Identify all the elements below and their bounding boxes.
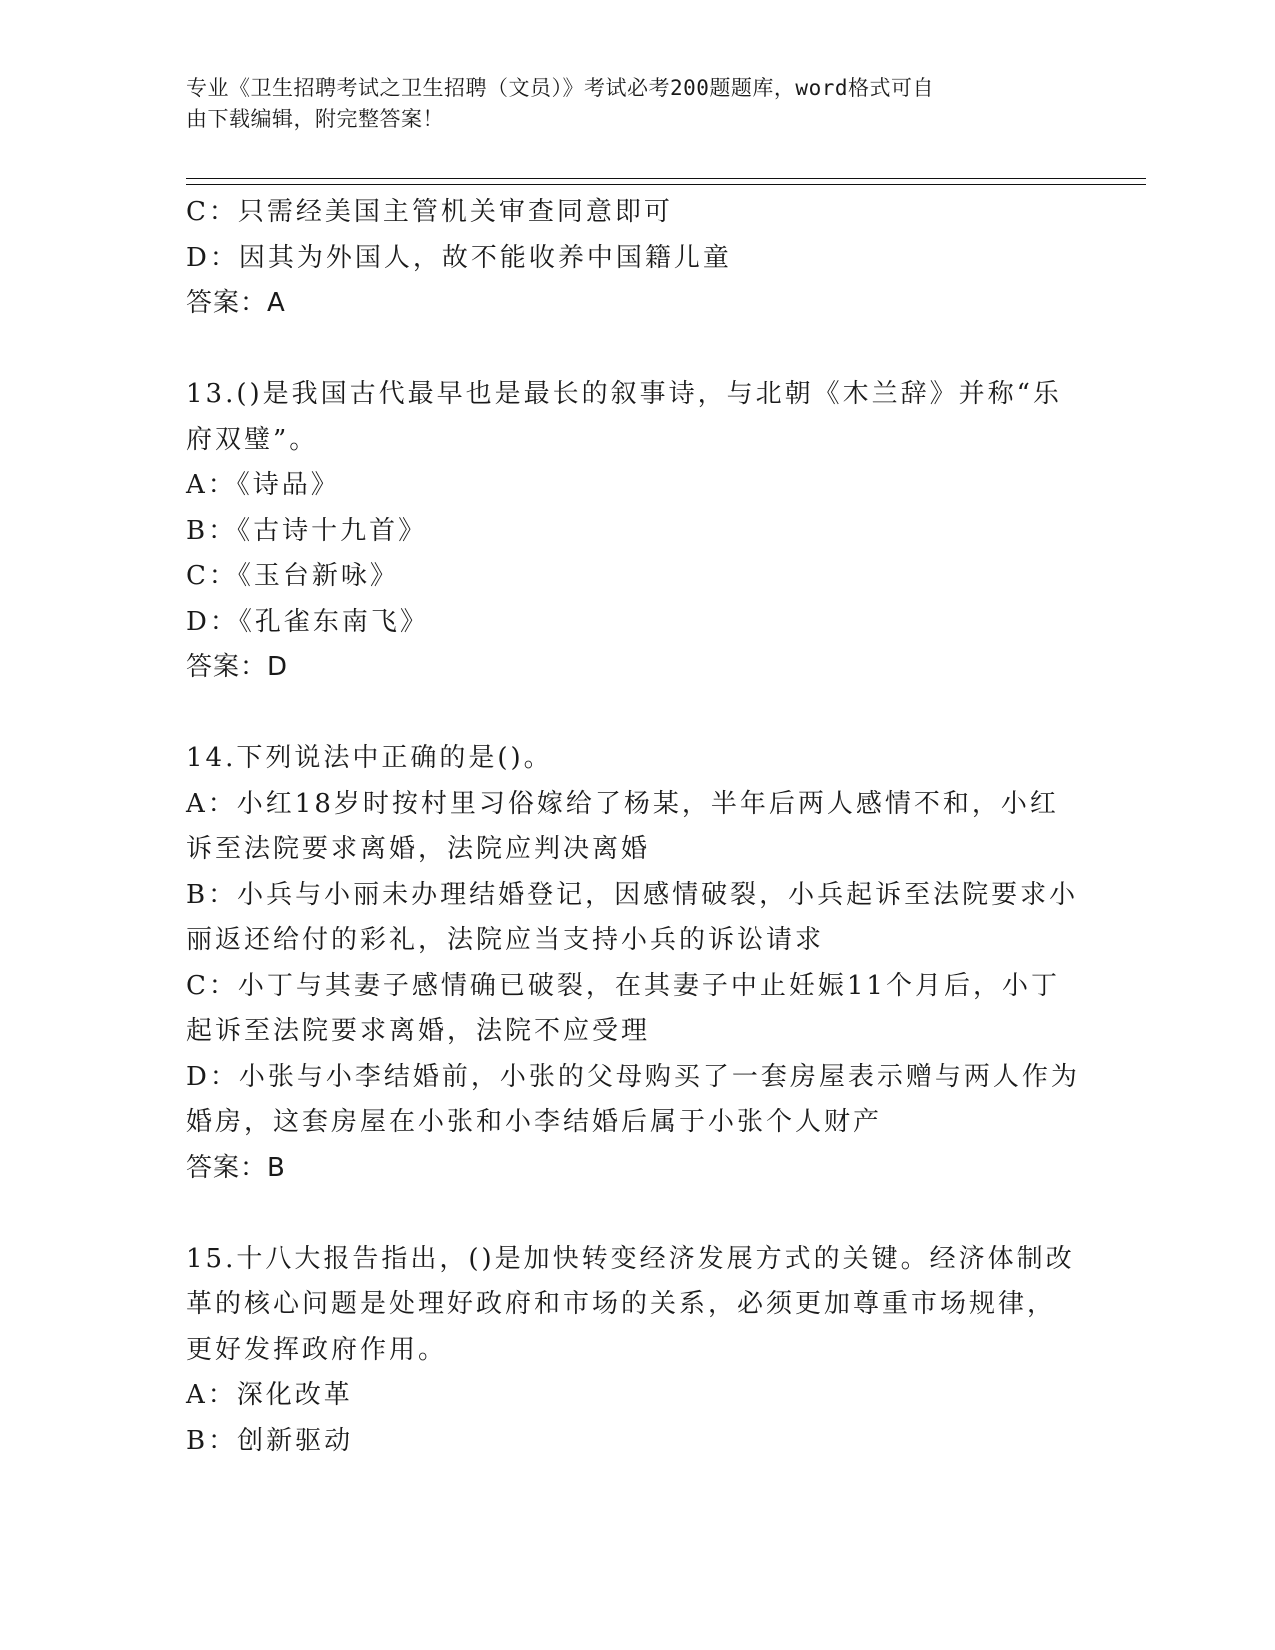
q14-answer: 答案：B <box>186 1152 286 1183</box>
q15-stem-line-2: 革的核心问题是处理好政府和市场的关系，必须更加尊重市场规律， <box>186 1289 1057 1319</box>
q15-stem-line-3: 更好发挥政府作用。 <box>186 1334 448 1365</box>
q13-stem-line-1: 13.()是我国古代最早也是最长的叙事诗，与北朝《木兰辞》并称“乐 <box>186 379 1062 409</box>
spacer <box>186 1191 1086 1237</box>
header-divider-top <box>186 178 1146 179</box>
q13-stem-line-2: 府双璧”。 <box>186 424 319 455</box>
question-15 <box>186 1237 1086 1465</box>
header-line-2: 由下载编辑，附完整答案！ <box>186 107 444 131</box>
question-content <box>186 190 1086 1464</box>
q14-option-c-line-1: C：小丁与其妻子感情确已破裂，在其妻子中止妊娠11个月后，小丁 <box>186 970 1060 1001</box>
q13-option-a: A：《诗品》 <box>186 470 340 500</box>
q15-option-b: B：创新驱动 <box>186 1425 354 1456</box>
q12-option-d: D：因其为外国人，故不能收养中国籍儿童 <box>186 242 732 273</box>
q14-stem: 14.下列说法中正确的是()。 <box>186 743 553 773</box>
q13-answer: 答案：D <box>186 652 289 682</box>
q14-option-c-line-2: 起诉至法院要求离婚，法院不应受理 <box>186 1016 651 1046</box>
q15-stem-line-1: 15.十八大报告指出，()是加快转变经济发展方式的关键。经济体制改 <box>186 1243 1075 1274</box>
question-13 <box>186 372 1086 691</box>
q12-option-c: C：只需经美国主管机关审查同意即可 <box>186 197 673 227</box>
q14-option-d-line-2: 婚房，这套房屋在小张和小李结婚后属于小张个人财产 <box>186 1107 883 1137</box>
question-14 <box>186 736 1086 1191</box>
q14-option-a-line-2: 诉至法院要求离婚，法院应判决离婚 <box>186 834 651 864</box>
q15-option-a: A：深化改革 <box>186 1380 353 1410</box>
q12-answer: 答案：A <box>186 288 286 318</box>
q14-option-b-line-1: B：小兵与小丽未办理结婚登记，因感情破裂，小兵起诉至法院要求小 <box>186 879 1079 910</box>
q13-option-d: D：《孔雀东南飞》 <box>186 606 429 637</box>
q14-option-a-line-1: A：小红18岁时按村里习俗嫁给了杨某，半年后两人感情不和，小红 <box>186 788 1059 819</box>
header-divider-bottom <box>186 184 1146 185</box>
q14-option-b-line-2: 丽返还给付的彩礼，法院应当支持小兵的诉讼请求 <box>186 925 825 955</box>
q14-option-d-line-1: D：小张与小李结婚前，小张的父母购买了一套房屋表示赠与两人作为 <box>186 1061 1080 1092</box>
q13-option-c: C：《玉台新咏》 <box>186 561 399 591</box>
q13-option-b: B：《古诗十九首》 <box>186 515 428 546</box>
spacer <box>186 691 1086 737</box>
document-header <box>186 73 1066 135</box>
question-12 <box>186 190 1086 327</box>
spacer <box>186 327 1086 373</box>
header-line-1: 专业《卫生招聘考试之卫生招聘（文员）》考试必考200题题库，word格式可自 <box>186 76 934 100</box>
